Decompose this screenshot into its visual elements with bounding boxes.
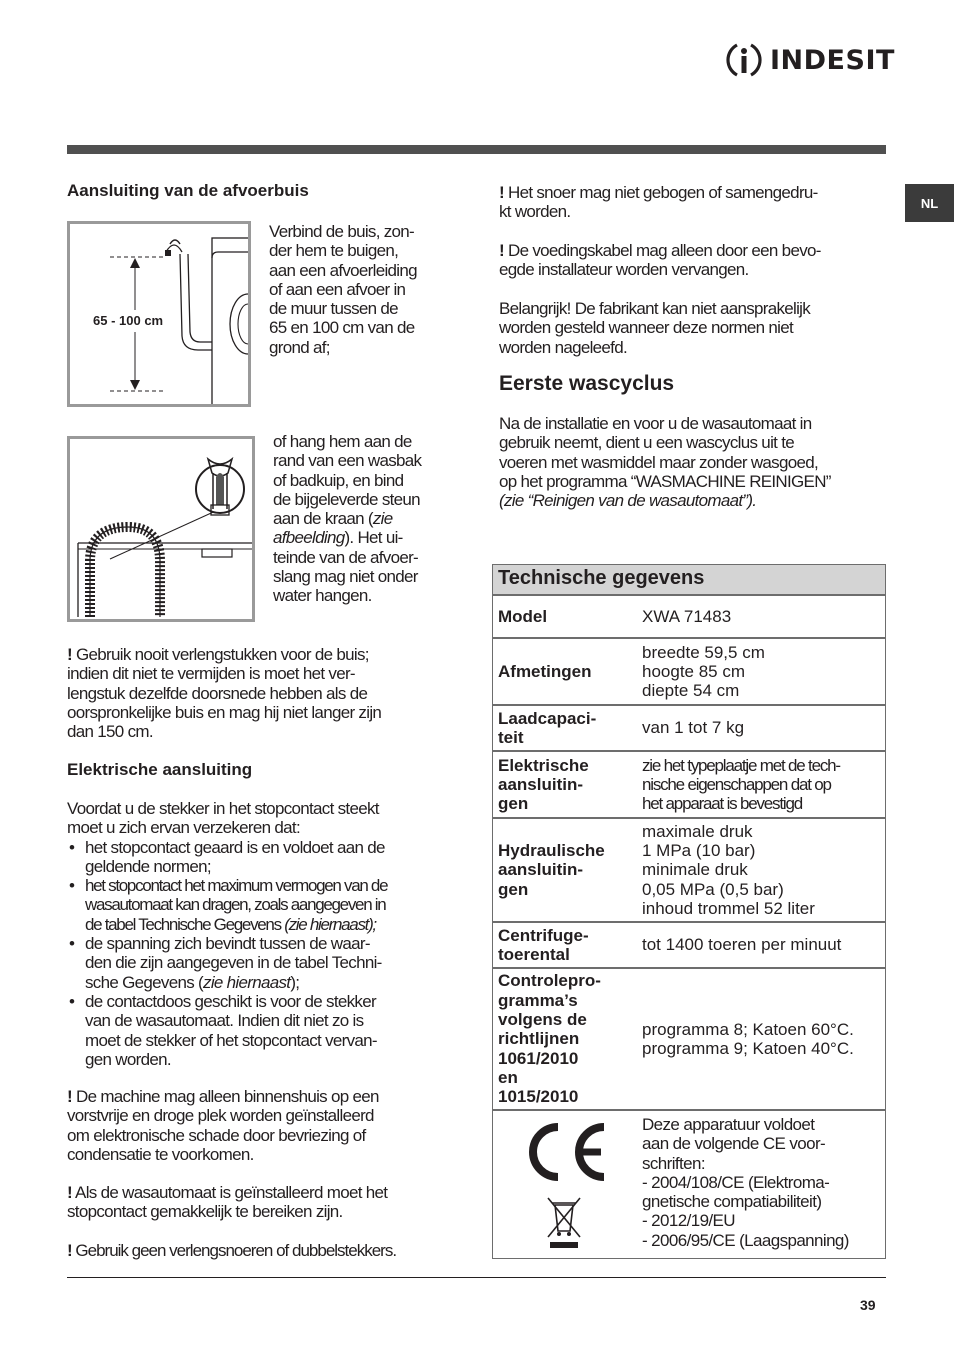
language-tab: NL bbox=[905, 184, 954, 222]
footer-rule bbox=[67, 1277, 886, 1278]
heading-drain-hose: Aansluiting van de afvoerbuis bbox=[67, 181, 309, 200]
technical-data-table bbox=[492, 564, 886, 1255]
figure-drain-height bbox=[67, 221, 251, 407]
table-row: Model XWA 71483 bbox=[492, 595, 886, 638]
warning-extension-pipe: ! Gebruik nooit verlengstukken voor de buis; indien dit niet te vermijden is moet het ver- lengstuk dezelfde doorsnede hebben als de oorspronkelijke buis en mag hij niet langer zijn dan 150 cm. bbox=[67, 645, 382, 742]
heading-first-wash-cycle: Eerste wascyclus bbox=[499, 372, 675, 395]
warning-cord-bend: ! Het snoer mag niet gebogen of samengedru- kt worden. bbox=[499, 183, 818, 222]
table-row: Hydraulische aansluitin- gen maximale druk 1 MPa (10 bar) minimale druk 0,05 MPa (0,5 bar) inhoud trommel 52 liter bbox=[492, 818, 886, 922]
table-row: Centrifuge- toerental tot 1400 toeren per minuut bbox=[492, 922, 886, 968]
table-title: Technische gegevens bbox=[492, 564, 886, 595]
liability-notice: Belangrijk! De fabrikant kan niet aansprakelijk worden gesteld wanneer deze normen niet worden nageleefd. bbox=[499, 299, 811, 357]
table-row: Deze apparatuur voldoet aan de volgende CE voor- schriften: - 2004/108/CE (Elektroma- gnetische compatiabiliteit) - 2012/19/EU - 2006/95/CE (Laagspanning) bbox=[492, 1110, 886, 1255]
drain-instruction-1: Verbind de buis, zon- der hem te buigen, aan een afvoerleiding of aan een afvoer in de muur tussen de 65 en 100 cm van de grond af; bbox=[269, 222, 417, 357]
warning-extension-cords: ! Gebruik geen verlengsnoeren of dubbelstekkers. bbox=[67, 1241, 397, 1260]
list-item: • het stopcontact geaard is en voldoet aan de geldende normen; bbox=[67, 838, 467, 877]
header-rule bbox=[67, 145, 886, 154]
brand-name: INDESIT bbox=[770, 44, 895, 76]
hose-on-sink-illustration bbox=[70, 439, 252, 619]
indesit-logo bbox=[724, 40, 895, 80]
table-row: Afmetingen breedte 59,5 cm hoogte 85 cm diepte 54 cm bbox=[492, 638, 886, 705]
first-wash-instructions: Na de installatie en voor u de wasautomaat in gebruik neemt, dient u een wascyclus uit te voeren met wasmiddel maar zonder wasgoed, op het programma “WASMACHINE REINIGEN” (zie “Reinigen van de wasautomaat”). bbox=[499, 414, 831, 511]
drain-height-label: 65 - 100 cm bbox=[93, 313, 164, 328]
warning-indoor-use: ! De machine mag alleen binnenshuis op een vorstvrije en droge plek worden geïnstalleerd om elektronische schade door bevriezing of condensatie te voorkomen. bbox=[67, 1087, 379, 1164]
figure-hose-on-sink bbox=[67, 436, 255, 622]
electrical-requirements: Voordat u de stekker in het stopcontact steekt moet u zich ervan verzekeren dat: • het stopcontact geaard is en voldoet aan de geldende normen; • het stopcontact het maximum vermogen van de wasautomaat kan dragen, zoals aangegeven in de tabel Technische Gegevens (zie hiernaast); • de spanning zich bevindt tussen de waar- den die zijn aangegeven in de tabel Techni- sche Gegevens (zie hiernaast); • de contactdoos geschikt is voor de stekker van de wasautomaat. Indien dit niet zo is moet de stekker of het stopcontact vervan- gen worden. bbox=[67, 799, 467, 1069]
warning-socket-access: ! Als de wasautomaat is geïnstalleerd moet het stopcontact gemakkelijk te bereiken zijn. bbox=[67, 1183, 388, 1222]
page-number: 39 bbox=[860, 1297, 876, 1313]
table-row: Elektrische aansluitin- gen zie het typeplaatje met de tech- nische eigenschappen dat op het apparaat is bevestigd bbox=[492, 751, 886, 818]
warning-cable-replacement: ! De voedingskabel mag alleen door een bevo- egde installateur worden vervangen. bbox=[499, 241, 821, 280]
table-row: Controlepro- gramma’s volgens de richtlijnen 1061/2010 en 1015/2010 programma 8; Katoen 60°C. programma 9; Katoen 40°C. bbox=[492, 968, 886, 1110]
indesit-logo-icon bbox=[724, 40, 764, 80]
list-item: • de contactdoos geschikt is voor de stekker van de wasautomaat. Indien dit niet zo is moet de stekker of het stopcontact vervan- gen worden. bbox=[67, 992, 467, 1069]
heading-electrical-connection: Elektrische aansluiting bbox=[67, 760, 253, 779]
list-item: • de spanning zich bevindt tussen de waar- den die zijn aangegeven in de tabel Techni- sche Gegevens (zie hiernaast); bbox=[67, 934, 467, 992]
table-row: Laadcapaci- teit van 1 tot 7 kg bbox=[492, 705, 886, 751]
ce-mark-and-weee-icon bbox=[515, 1113, 611, 1249]
list-item: • het stopcontact het maximum vermogen van de wasautomaat kan dragen, zoals aangegeven in de tabel Technische Gegevens (zie hiernaast); bbox=[67, 876, 467, 934]
drain-instruction-2: of hang hem aan de rand van een wasbak of badkuip, en bind de bijgeleverde steun aan de kraan (zie afbeelding). Het ui- teinde van de afvoer- slang mag niet onder water hangen. bbox=[273, 432, 422, 606]
